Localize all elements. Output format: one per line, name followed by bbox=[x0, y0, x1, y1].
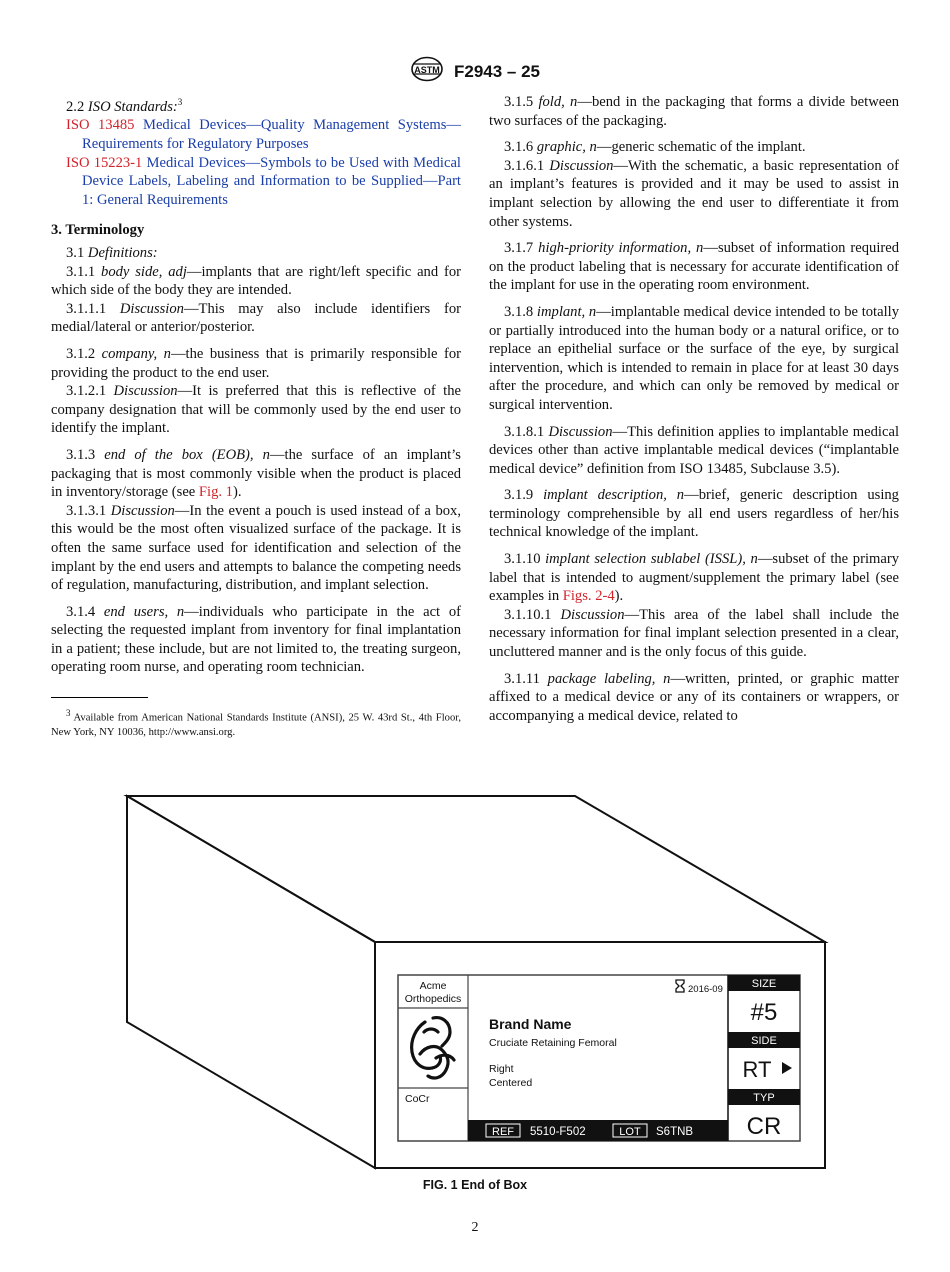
right-column bbox=[489, 93, 899, 725]
para-3-1-2: 3.1.2 company, n—the business that is primarily responsible for providing the product to the end user. bbox=[51, 345, 461, 381]
lot-value: S6TNB bbox=[656, 1126, 694, 1138]
ref-value: 5510-F502 bbox=[530, 1126, 586, 1138]
ref-iso-15223[interactable] bbox=[51, 154, 461, 210]
standard-designation: F2943 – 25 bbox=[453, 61, 540, 81]
para-3-1-6-1: 3.1.6.1 Discussion—With the schematic, a basic representation of an implant’s features is provided and it may be used to assist in implant selection by allowing the end user to differentiate it from other systems. bbox=[489, 157, 899, 230]
para-3-1-4: 3.1.4 end users, n—individuals who participate in the act of selecting the requested implant from inventory for final implantation in a patient; these include, but are not limited to, the treating surgeon, operating room nurse, and operating room technician. bbox=[51, 603, 461, 676]
implant-description: Cruciate Retaining Femoral bbox=[489, 1037, 617, 1049]
lot-label: LOT bbox=[619, 1126, 641, 1138]
footnote-divider bbox=[51, 697, 148, 698]
side-text-1: Right bbox=[489, 1063, 514, 1075]
para-3-1-10: 3.1.10 implant selection sublabel (ISSL), n—subset of the primary label that is intended to augment/supplement the primary label (see examples in Figs. 2-4). bbox=[489, 551, 899, 605]
typ-value: CR bbox=[746, 1113, 782, 1140]
footnote-3: $^3$ Available from American National Standards Institute (ANSI), 25 W. 43rd St., 4th Floor, New York, NY 10036, http://www.ansi.org. bbox=[51, 708, 461, 738]
para-3-1-3: 3.1.3 end of the box (EOB), n—the surface of an implant’s packaging that is most commonly visible when the product is placed in inventory/storage (see Fig. 1). bbox=[51, 446, 461, 501]
para-3-1: 3.1 Definitions: bbox=[66, 245, 158, 262]
astm-logo-icon bbox=[410, 56, 444, 87]
ref-title: Medical Devices—Quality Management Systems—Requirements for Regulatory Purposes bbox=[82, 117, 462, 153]
para-3-1-10-1: 3.1.10.1 Discussion—This area of the label shall include the necessary information for final implant selection presented in a clear, uncluttered manner and is the only focus of this guide. bbox=[489, 606, 899, 661]
ref-iso-13485[interactable] bbox=[51, 116, 461, 153]
astm-logo-text: ASTM bbox=[414, 65, 440, 75]
para-3-1-9: 3.1.9 implant description, n—brief, generic description using terminology comprehensible by all end users regardless of her/his technical knowledge of the implant. bbox=[489, 487, 899, 541]
page-number: 2 bbox=[471, 1220, 479, 1235]
ref-title: Medical Devices—Symbols to be Used with Medical Device Labels, Labeling and Information to be Supplied—Part 1: General Requirements bbox=[82, 154, 461, 208]
para-3-1-1-1: 3.1.1.1 Discussion—This may also include identifiers for medial/lateral or anterior/posterior. bbox=[51, 300, 461, 336]
para-3-1-5: 3.1.5 fold, n—bend in the packaging that forms a divide between two surfaces of the packaging. bbox=[489, 94, 900, 129]
para-3-1-1: 3.1.1 body side, adj—implants that are right/left specific and for which side of the body they are intended. bbox=[51, 263, 461, 299]
section-2-2: 2.2 ISO Standards:$^3$ bbox=[66, 97, 183, 115]
para-3-1-8: 3.1.8 implant, n—implantable medical device intended to be totally or partially introduced into the human body or a natural orifice, or to replace an epithelial surface or the surface of the eye, by surgical intervention, which is intended to remain in place for at least 30 days after the procedure, and which can only be removed by medical or surgical intervention. bbox=[489, 303, 899, 413]
box-top-face bbox=[127, 796, 825, 942]
size-value: #5 bbox=[750, 999, 778, 1026]
side-value: RT bbox=[742, 1057, 772, 1082]
side-label: SIDE bbox=[751, 1035, 777, 1047]
left-column bbox=[51, 93, 461, 740]
figs-2-4-link[interactable]: Figs. 2-4 bbox=[562, 588, 615, 605]
para-3-1-7: 3.1.7 high-priority information, n—subset of information required on the product labeling that is necessary for accurate identification of the implant for use in the operating room environment. bbox=[489, 240, 900, 294]
para-3-1-6: 3.1.6 graphic, n—generic schematic of the implant. bbox=[504, 139, 806, 156]
para-3-1-8-1: 3.1.8.1 Discussion—This definition applies to implantable medical devices other than active implantable medical devices (“implantable medical device” definition from ISO 13485, Subclause 3.5). bbox=[489, 423, 899, 477]
fig-1-link[interactable]: Fig. 1 bbox=[198, 484, 233, 501]
para-3-1-11: 3.1.11 package labeling, n—written, printed, or graphic matter affixed to a medical device or any of its containers or wrappers, or accompanying a medical device, related to bbox=[489, 670, 899, 724]
para-3-1-2-1: 3.1.2.1 Discussion—It is preferred that this is reflective of the company designation that will be commonly used by the end user to identify the implant. bbox=[51, 383, 461, 437]
size-label: SIZE bbox=[751, 978, 777, 990]
date-text: 2016-09 bbox=[688, 984, 723, 995]
ref-label: REF bbox=[492, 1126, 514, 1138]
section-3-heading: 3. Terminology bbox=[51, 222, 145, 239]
ref-id: ISO 13485 bbox=[66, 117, 135, 134]
box-side-face bbox=[127, 796, 375, 1168]
figure-1-end-of-box bbox=[120, 792, 830, 1172]
side-text-2: Centered bbox=[489, 1077, 533, 1089]
label bbox=[398, 975, 800, 1141]
company-line-1: Acme bbox=[419, 980, 447, 992]
company-line-2: Orthopedics bbox=[404, 993, 462, 1005]
figure-1-caption: FIG. 1 End of Box bbox=[422, 1178, 528, 1192]
brand-name: Brand Name bbox=[489, 1016, 572, 1032]
ref-id: ISO 15223-1 bbox=[66, 154, 143, 171]
page-header bbox=[0, 56, 950, 87]
material-text: CoCr bbox=[405, 1093, 430, 1105]
para-3-1-3-1: 3.1.3.1 Discussion—In the event a pouch is used instead of a box, this would be the most often visualized surface of the package. It is often the same surface used for identification and selection of the implant by the end users and attempts to balance the competing needs of regulation, manufacturing, distribution, and implant selection. bbox=[51, 502, 461, 594]
typ-label: TYP bbox=[753, 1092, 775, 1104]
